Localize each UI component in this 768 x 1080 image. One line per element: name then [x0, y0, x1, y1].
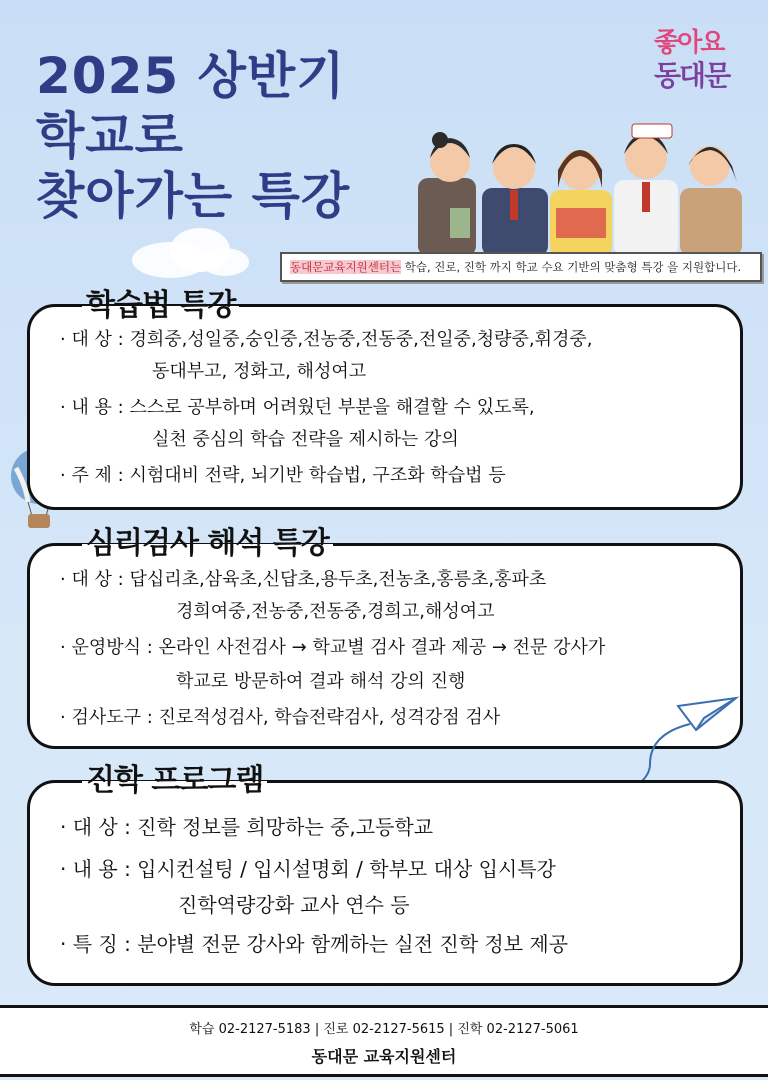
section-2-row-3: · 운영방식 : 온라인 사전검사 → 학교별 검사 결과 제공 → 전문 강사가 [60, 637, 606, 658]
section-3-row-3: 진학역량강화 교사 연수 등 [178, 893, 410, 917]
banner-highlight: 동대문교육지원센터는 [290, 260, 402, 274]
section-1-row-2: 동대부고, 정화고, 해성여고 [152, 361, 367, 382]
title-line-1: 2025 상반기 [36, 47, 346, 105]
poster-title [36, 46, 350, 226]
section-2-row-1: · 대 상 : 답십리초,삼육초,신답초,용두초,전농초,홍릉초,홍파초 [60, 569, 547, 590]
section-1-row-5: · 주 제 : 시험대비 전략, 뇌기반 학습법, 구조화 학습법 등 [60, 465, 506, 486]
info-banner [280, 252, 762, 282]
title-line-2: 학교로 [36, 107, 184, 165]
section-3-row-4: · 특 징 : 분야별 전문 강사와 함께하는 실전 진학 정보 제공 [60, 932, 569, 956]
section-2-row-5: · 검사도구 : 진로적성검사, 학습전략검사, 성격강점 검사 [60, 707, 501, 728]
section-1-row-3: · 내 용 : 스스로 공부하며 어려웠던 부분을 해결할 수 있도록, [60, 397, 535, 418]
footer [0, 1005, 768, 1077]
title-line-3: 찾아가는 특강 [36, 167, 351, 225]
section-2-row-2: 경희여중,전농중,전동중,경희고,해성여고 [176, 601, 495, 622]
section-3-row-2: · 내 용 : 입시컨설팅 / 입시설명회 / 학부모 대상 입시특강 [60, 857, 556, 881]
students-illustration [410, 118, 750, 256]
section-3-row-1: · 대 상 : 진학 정보를 희망하는 중,고등학교 [60, 815, 434, 839]
section-title-admissions: 진학 프로그램 [82, 755, 267, 799]
organization-name: 동대문 교육지원센터 [311, 1047, 457, 1066]
section-1-row-4: 실천 중심의 학습 전략을 제시하는 강의 [152, 429, 459, 450]
section-title-psych-test: 심리검사 해석 특강 [82, 518, 333, 562]
section-title-study-method: 학습법 특강 [82, 280, 239, 324]
logo-line-2: 동대문 [654, 59, 730, 92]
section-1-row-1: · 대 상 : 경희중,성일중,숭인중,전농중,전동중,전일중,청량중,휘경중, [60, 329, 593, 350]
section-2-row-4: 학교로 방문하여 결과 해석 강의 진행 [176, 671, 466, 692]
contact-numbers: 학습 02-2127-5183 | 진로 02-2127-5615 | 진학 02-2127-5061 [189, 1022, 579, 1037]
cloud-illustration [130, 220, 250, 280]
banner-text: 학습, 진로, 진학 까지 학교 수요 기반의 맞춤형 특강 을 지원합니다. [401, 260, 742, 274]
dongdaemun-logo [654, 22, 754, 94]
logo-line-1: 좋아요 [654, 28, 724, 58]
